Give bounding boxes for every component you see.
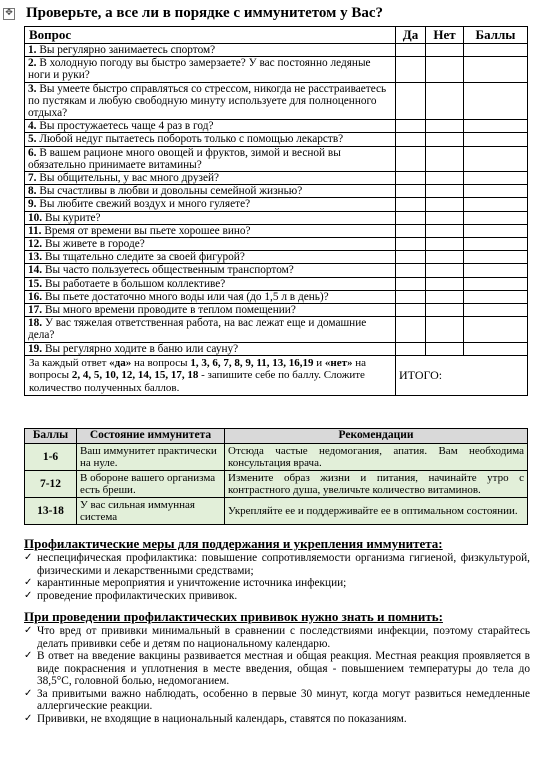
points-cell[interactable] [464,57,528,82]
quiz-row [25,277,528,290]
yes-cell[interactable] [396,172,426,185]
quiz-row [25,211,528,224]
question-label: Вы курите? [44,211,101,224]
question-label: Вы простужаетесь чаще 4 раз в год? [39,120,214,133]
points-cell[interactable] [464,185,528,198]
question-label: Вы любите свежий воздух и много гуляете? [39,198,251,211]
header-no: Нет [426,27,464,44]
question-number: 3. [28,82,37,95]
question-number: 15. [28,277,43,290]
no-cell[interactable] [426,317,464,342]
yes-cell[interactable] [396,264,426,277]
question-number: 8. [28,185,37,198]
yes-cell[interactable] [396,238,426,251]
question-number: 9. [28,198,37,211]
no-cell[interactable] [426,198,464,211]
yes-cell[interactable] [396,342,426,355]
question-text [25,264,396,277]
result-state: В обороне вашего организма есть бреши. [77,471,225,498]
yes-cell[interactable] [396,44,426,57]
question-number: 10. [28,211,43,224]
prophylaxis-list [24,552,530,602]
total-cell[interactable]: ИТОГО: [396,355,528,395]
result-state: У вас сильная иммунная система [77,498,225,525]
yes-cell[interactable] [396,304,426,317]
question-text [25,57,396,82]
checkmark-icon: ✓ [24,589,33,601]
list-item-text: карантинные мероприятия и уничтожение источника инфекции; [37,577,347,589]
results-table [24,428,528,525]
question-label: Вы работаете в большом коллективе? [44,277,226,290]
question-number: 6. [28,146,37,159]
prophylaxis-heading: Профилактические меры для поддержания и укрепления иммунитета: [24,536,443,551]
no-cell[interactable] [426,82,464,120]
question-number: 2. [28,57,37,70]
list-item [24,577,530,590]
quiz-row [25,82,528,120]
question-text [25,146,396,171]
question-text [25,277,396,290]
question-text [25,82,396,120]
result-row [25,471,528,498]
no-cell[interactable] [426,224,464,237]
no-cell[interactable] [426,211,464,224]
points-cell[interactable] [464,342,528,355]
question-text [25,211,396,224]
question-text [25,304,396,317]
vaccination-heading: При проведении профилактических прививок нужно знать и помнить: [24,609,443,624]
no-cell[interactable] [426,133,464,146]
no-cell[interactable] [426,304,464,317]
yes-cell[interactable] [396,146,426,171]
points-cell[interactable] [464,264,528,277]
no-cell[interactable] [426,172,464,185]
question-text [25,44,396,57]
no-cell[interactable] [426,44,464,57]
quiz-row [25,224,528,237]
list-item [24,713,530,726]
question-label: Вы пьете достаточно много воды или чая (до 1,5 л в день)? [44,290,329,303]
list-item [24,625,530,650]
points-cell[interactable] [464,251,528,264]
no-cell[interactable] [426,146,464,171]
quiz-row [25,264,528,277]
quiz-row [25,44,528,57]
quiz-row [25,251,528,264]
quiz-row [25,290,528,303]
no-cell[interactable] [426,120,464,133]
no-cell[interactable] [426,251,464,264]
question-label: В вашем рационе много овощей и фруктов, зимой и весной вы обязательно принимаете витамины? [28,146,341,171]
yes-cell[interactable] [396,133,426,146]
list-item [24,650,530,688]
question-label: Вы тщательно следите за своей фигурой? [44,251,245,264]
question-number: 16. [28,290,43,303]
yes-cell[interactable] [396,290,426,303]
points-cell[interactable] [464,146,528,171]
question-text [25,342,396,355]
question-text [25,290,396,303]
checkmark-icon: ✓ [24,712,33,724]
question-number: 1. [28,44,37,56]
question-label: Любой недуг пытаетесь побороть только с помощью лекарств? [39,133,344,146]
list-item [24,590,530,603]
results-body [25,444,528,525]
results-header-recs: Рекомендации [225,429,528,444]
points-cell[interactable] [464,82,528,120]
summary-row [25,355,528,395]
question-number: 18. [28,317,43,330]
question-number: 17. [28,304,43,317]
checkmark-icon: ✓ [24,552,33,563]
question-number: 12. [28,238,43,251]
no-cell[interactable] [426,57,464,82]
question-label: У вас тяжелая ответственная работа, на вас лежат еще и домашние дела? [28,317,367,342]
list-item-text: Что вред от прививки минимальный в сравнении с последствиями инфекции, поэтому старайтесь делать прививки себе и детям по национальному календарю. [37,625,530,650]
quiz-row [25,304,528,317]
question-number: 4. [28,120,37,133]
page-title: Проверьте, а все ли в порядке с иммунитетом у Вас? [26,5,383,21]
quiz-row [25,238,528,251]
points-cell[interactable] [464,172,528,185]
header-question: Вопрос [25,27,396,44]
points-cell[interactable] [464,198,528,211]
question-text [25,120,396,133]
list-item-text: неспецифическая профилактика: повышение сопротивляемости организма гигиеной, физкультурой, физическими и лекарственными средствами; [37,552,530,577]
quiz-row [25,342,528,355]
result-range: 7-12 [25,471,77,498]
yes-cell[interactable] [396,120,426,133]
quiz-table [24,26,528,396]
checkmark-icon: ✓ [24,687,33,699]
no-cell[interactable] [426,277,464,290]
question-label: В холодную погоду вы быстро замерзаете? У вас постоянно ледяные ноги и руки? [28,57,371,82]
question-label: Вы регулярно занимаетесь спортом? [39,44,216,56]
points-cell[interactable] [464,211,528,224]
points-cell[interactable] [464,44,528,57]
quiz-row [25,57,528,82]
yes-cell[interactable] [396,224,426,237]
list-item-text: Прививки, не входящие в национальный календарь, ставятся по показаниям. [37,712,407,725]
question-label: Вы часто пользуетесь общественным транспортом? [44,264,294,277]
question-text [25,251,396,264]
points-cell[interactable] [464,277,528,290]
question-label: Вы много времени проводите в теплом помещении? [44,304,296,317]
question-text [25,133,396,146]
results-header-row [25,429,528,444]
list-item-text: проведение профилактических прививок. [37,589,238,602]
checkmark-icon: ✓ [24,577,33,588]
points-cell[interactable] [464,120,528,133]
list-item-text: За привитыми важно наблюдать, особенно в первые 30 минут, когда могут развиться немедленные аллергические реакции. [37,687,530,712]
vaccination-list [24,625,530,725]
question-label: Вы умеете быстро справляться со стрессом, никогда не расстраиваетесь по пустякам и любую свободную минуту используете для полноценного отдыха? [28,82,387,120]
yes-cell[interactable] [396,82,426,120]
question-text [25,317,396,342]
quiz-header-row [25,27,528,44]
no-cell[interactable] [426,185,464,198]
result-recommendation: Отсюда частые недомогания, апатия. Вам необходима консультация врача. [225,444,528,471]
points-cell[interactable] [464,224,528,237]
quiz-row [25,146,528,171]
result-recommendation: Укрепляйте ее и поддерживайте ее в оптимальном состоянии. [225,498,528,525]
result-state: Ваш иммунитет практически на нуле. [77,444,225,471]
header-points: Баллы [464,27,528,44]
yes-cell[interactable] [396,198,426,211]
yes-cell[interactable] [396,57,426,82]
result-row [25,498,528,525]
question-label: Время от времени вы пьете хорошее вино? [44,224,251,237]
no-cell[interactable] [426,290,464,303]
question-label: Вы живете в городе? [44,238,145,251]
points-cell[interactable] [464,304,528,317]
result-recommendation: Измените образ жизни и питания, начинайте утро с контрастного душа, увеличьте количество витаминов. [225,471,528,498]
checkmark-icon: ✓ [24,650,33,661]
question-label: Вы счастливы в любви и довольны семейной жизнью? [39,185,303,198]
list-item [24,688,530,713]
question-number: 13. [28,251,43,264]
question-label: Вы регулярно ходите в баню или сауну? [44,342,239,355]
quiz-row [25,317,528,342]
quiz-row [25,172,528,185]
move-handle-icon[interactable]: ✥ [3,8,15,20]
question-number: 14. [28,264,43,277]
question-text [25,224,396,237]
no-cell[interactable] [426,238,464,251]
quiz-row [25,120,528,133]
question-number: 7. [28,172,37,185]
quiz-row [25,133,528,146]
yes-cell[interactable] [396,277,426,290]
checkmark-icon: ✓ [24,625,33,636]
results-header-state: Состояние иммунитета [77,429,225,444]
question-text [25,172,396,185]
yes-cell[interactable] [396,185,426,198]
yes-cell[interactable] [396,317,426,342]
question-text [25,238,396,251]
yes-cell[interactable] [396,251,426,264]
list-item-text: В ответ на введение вакцины развивается местная и общая реакция. Местная реакция проявляется в виде покраснения и уплотнения в месте введения, общая - повышением температуры до тела до 38,5°С, головной болью, недомоганием. [37,650,530,687]
quiz-row [25,198,528,211]
list-item [24,552,530,577]
summary-instructions: За каждый ответ «да» на вопросы 1, 3, 6, 7, 8, 9, 11, 13, 16,19 и «нет» на вопросы 2, 4, 5, 10, 12, 14, 15, 17, 18 - запишите себе по баллу. Сложите количество полученных баллов. [25,355,396,395]
question-number: 11. [28,224,42,237]
quiz-body [25,44,528,356]
result-range: 1-6 [25,444,77,471]
quiz-row [25,185,528,198]
question-text [25,198,396,211]
points-cell[interactable] [464,317,528,342]
yes-cell[interactable] [396,211,426,224]
no-cell[interactable] [426,264,464,277]
result-row [25,444,528,471]
results-header-points: Баллы [25,429,77,444]
question-number: 19. [28,342,43,355]
result-range: 13-18 [25,498,77,525]
question-label: Вы общительны, у вас много друзей? [39,172,220,185]
points-cell[interactable] [464,238,528,251]
points-cell[interactable] [464,133,528,146]
no-cell[interactable] [426,342,464,355]
header-yes: Да [396,27,426,44]
question-text [25,185,396,198]
question-number: 5. [28,133,37,146]
points-cell[interactable] [464,290,528,303]
